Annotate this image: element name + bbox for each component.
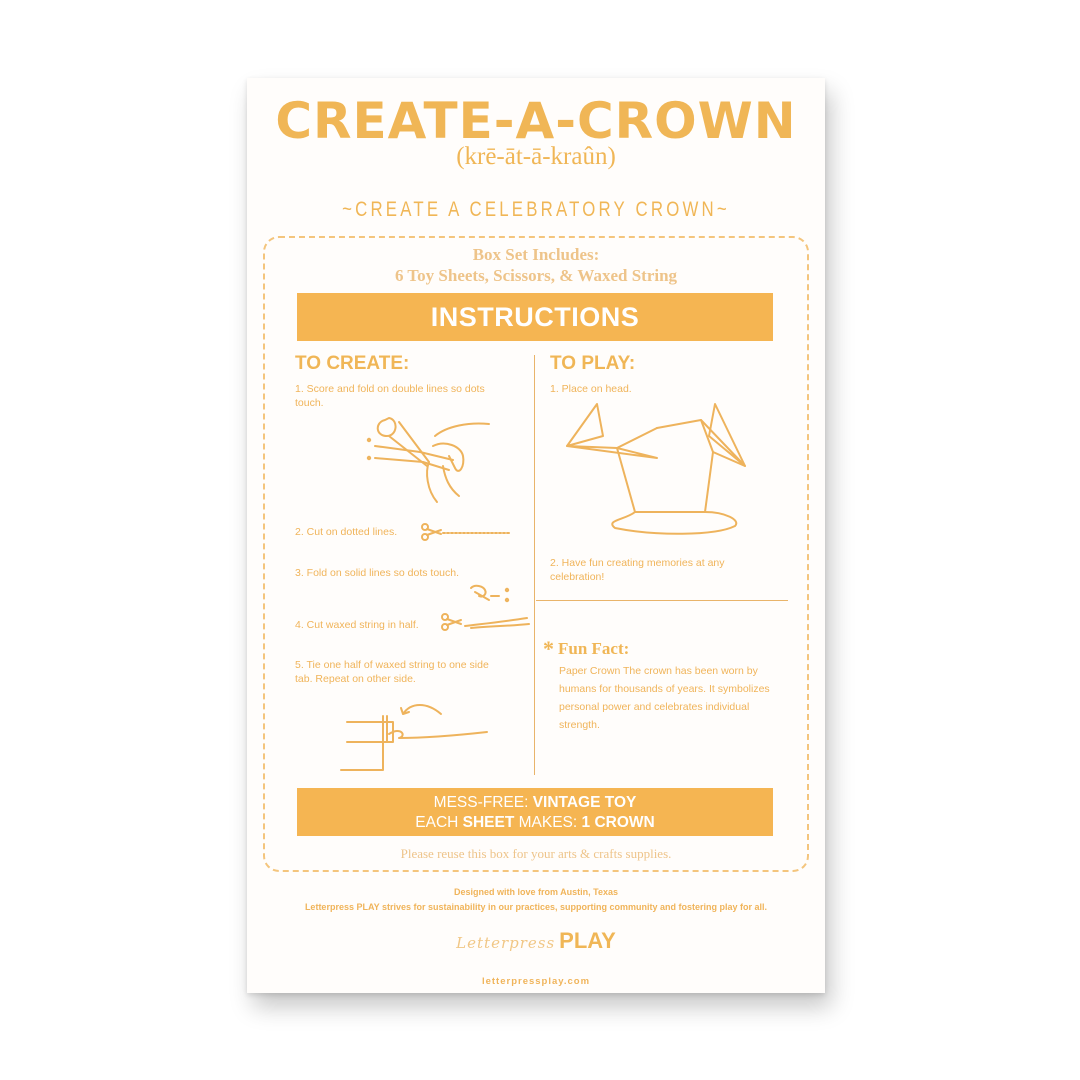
to-play-heading: TO PLAY: xyxy=(550,353,636,374)
create-step-2-text: 2. Cut on dotted lines. xyxy=(295,526,398,538)
scissors-icon xyxy=(421,524,513,540)
fun-fact-text: Paper Crown The crown has been worn by humans for thousands of years. It symbolizes personal power and celebrates individual strength. xyxy=(559,665,770,731)
brand-script: Letterpress xyxy=(456,934,556,952)
create-step-3: 3. Fold on solid lines so dots touch. xyxy=(295,567,460,579)
to-create-heading: TO CREATE: xyxy=(295,353,410,374)
box-set-includes xyxy=(247,244,825,286)
scissors-hand-icon xyxy=(365,406,495,506)
footer-line1: Designed with love from Austin, Texas xyxy=(453,887,619,897)
create-step-2 xyxy=(295,525,397,539)
create-step-4: 4. Cut waxed string in half. xyxy=(295,619,419,631)
box-set-line2: 6 Toy Sheets, Scissors, & Waxed String xyxy=(394,266,678,285)
website-url: letterpressplay.com xyxy=(481,976,591,987)
brand-logo xyxy=(247,928,825,954)
tab-tie-icon xyxy=(341,696,521,776)
pronunciation: (krē-āt-ā-kraûn) xyxy=(456,143,616,170)
instruction-card xyxy=(247,78,825,993)
tagline: ~CREATE A CELEBRATORY CROWN~ xyxy=(342,198,730,221)
instructions-banner: INSTRUCTIONS xyxy=(297,293,773,341)
fold-hand-icon xyxy=(469,582,521,604)
play-step-1: 1. Place on head. xyxy=(550,383,632,395)
reuse-note: Please reuse this box for your arts & crafts supplies. xyxy=(400,846,672,861)
crown-icon xyxy=(565,400,755,540)
footer-line2: Letterpress PLAY strives for sustainability in our practices, supporting community and fostering play for all. xyxy=(304,902,768,912)
create-step-5: 5. Tie one half of waxed string to one side tab. Repeat on other side. xyxy=(295,659,489,685)
create-step-1: 1. Score and fold on double lines so dots touch. xyxy=(295,383,485,409)
play-step-2: 2. Have fun creating memories at any celebration! xyxy=(550,557,725,583)
column-divider xyxy=(534,355,535,775)
banner-line1: MESS-FREE: VINTAGE TOY xyxy=(433,794,637,811)
string-icon xyxy=(441,612,533,634)
mess-free-banner xyxy=(297,788,773,836)
brand-play: PLAY xyxy=(559,928,616,953)
page-title: CREATE-A-CROWN xyxy=(275,92,797,150)
banner-line2: EACH SHEET MAKES: 1 CROWN xyxy=(415,814,655,831)
fun-fact-divider xyxy=(536,600,788,601)
fun-fact-heading xyxy=(543,636,629,662)
box-set-line1: Box Set Includes: xyxy=(472,245,600,264)
fun-fact-title: Fun Fact: xyxy=(558,639,630,658)
star-icon: * xyxy=(543,636,554,661)
